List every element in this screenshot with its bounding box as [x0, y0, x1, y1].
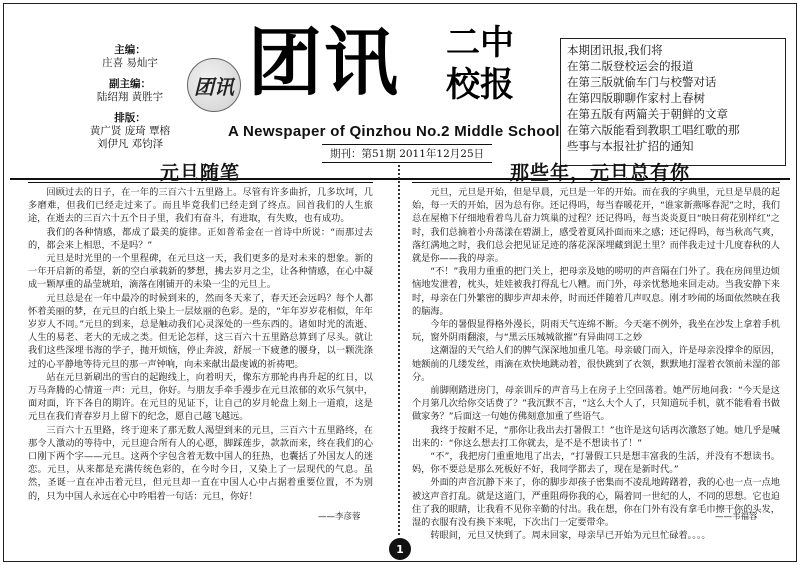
toc-line: 在第五版有两篇关于朝鲜的文章: [567, 107, 728, 121]
vice-editor-label: 副主编：: [109, 78, 151, 90]
layout-names-1: 黄广贤 庞琦 覃榕: [89, 125, 171, 137]
right-title-rule: [412, 182, 780, 183]
paragraph: “不！”我用力重重的把门关上，把母亲及她的唠叨的声音隔在门外了。我在房间里边烦恼地发泄着，枕头，娃娃被我打得乱七八糟。而门外，母亲忧愁地来回走动。当我安静下来时，母亲在门外繁密的脚步声却未停，时而还伴随着几声叹息。刚才吵闹的场面依然映在我的脑海。: [412, 266, 780, 317]
paragraph: 转眼间，元旦又快到了。周末回家，母亲早已开始为元旦忙碌着。。。。: [430, 530, 711, 542]
layout-names-2: 刘伊凡 邓钧泽: [96, 138, 164, 150]
editor-label: 主编：: [114, 44, 146, 56]
paragraph: “不”，我把房门重重地甩了出去，“打暑假工只是想丰富我的生活，并没有不想读书。妈，你不要总是那么死板好不好，我同学都去了，现在是新时代。”: [412, 451, 780, 476]
left-article-signature: ——李彦蓉: [318, 512, 361, 522]
toc-line: 在第六版能看到教职工唱红歌的那: [567, 123, 740, 137]
issue-info: 期刊：第51期 2011年12月25日: [322, 144, 492, 163]
right-article-signature: ——韦福容: [715, 512, 758, 522]
masthead-subtitle-line-1: 二中: [446, 23, 514, 63]
toc-line: 本期团讯报,我们将: [567, 43, 663, 57]
masthead-title: 团讯: [248, 20, 400, 106]
toc-line: 在第四版聊聊作家村上春树: [567, 91, 705, 105]
masthead-subtitle-line-2: 校报: [446, 65, 514, 105]
left-title-rule: [28, 182, 373, 183]
left-article-title: 元旦随笔: [159, 162, 240, 184]
table-of-contents: [560, 38, 786, 166]
paragraph: 元旦是时光里的一个里程碑，在元旦这一天，我们更多的是对未来的想象。新的一年开启新的希望，新的空白承载新的梦想，拂去岁月之尘，让各种情感，在心中凝成一颗厚重的晶莹琥珀，滴落在刚铺开的未染一尘的元旦上。: [28, 253, 373, 291]
newspaper-logo: 团讯: [187, 58, 241, 112]
toc-line: 在第三版就偷车门与校警对话: [567, 75, 717, 89]
paragraph: 元旦总是在一年中最冷的时候到来的，然而冬天来了，春天还会远吗？每个人都怀着美丽的梦，在元旦的白纸上染上一层炫丽的色彩。是的，“年年岁岁花相似，年年岁岁人不同。”元旦的到来，总是触动我们心灵深处的一些东西的。诸如时光的流逝、人生的易老、老大的无成之类。但无论怎样，这三百六十五里路总算到了尽头。就让我们这些深埋书海的学子，抛开烦恼，停止奔波，舒展一下疲惫的腰身，以一颗洗涤过的心平静地等待元旦的那一声钟响，向未来献出最虔诚的祈祷吧。: [28, 292, 373, 370]
paragraph: 元旦，元旦是开始，但是早晨，元旦是一年的开始。而在我的字典里，元旦是早晨的起始，每一天的开始，因为总有你。还记得吗，每当春暖花开，“谁家新燕啄春泥”之时，我们总在屋檐下仔细地看着鸟儿奋力筑巢的过程？还记得吗，每当炎炎夏日“映日荷花别样红”之时，我们总摘着小舟荡漾在碧湖上，感受着夏风扑面而来之感；还记得吗，每当秋高气爽，落红满地之时，我们总会把见证足迹的落花深深埋藏到泥土里？而伴我走过十几度春秋的人就是你——我的母亲。: [412, 187, 780, 265]
left-article-body: [28, 186, 373, 508]
staff-box: [70, 44, 190, 151]
toc-line: 在第二版登校运会的报道: [567, 59, 694, 73]
paragraph: 前脚刚踏进房门，母亲训斥的声音马上在房子上空回荡着。她严厉地问我：“今天是这个月第几次给你交话费了？”我沉默不言，“这么大个人了，只知道玩手机，就不能看看书做做家务？”后面这一句她仿佛刻意加重了些语气。: [412, 385, 780, 423]
paragraph: 这潮湿的天气给人们的脾气深深地加重几笔。母亲破门而入，许是母亲没撑伞的原因，她额前的几缕发丝，雨滴在欢快地跳动着，很快跳到了衣领，默默地打湿着衣领前未湿的部分。: [412, 345, 780, 383]
paragraph: 站在元旦新刷出的雪白的起跑线上，向着明天，像东方那轮冉冉升起的红日，以万马奔腾的心情道一声：元旦，你好。与朋友手牵手漫步在元旦浓郁的欢乐气氛中，面对面，许下各自的期许。在元旦的见证下，让自己的岁月轮盘上刻上一道痕，这是元旦在我们青春岁月上留下的纪念，愿自己越飞越远。: [28, 371, 373, 423]
right-article-title: 那些年，元旦总有你: [509, 162, 690, 184]
paragraph: 三百六十五里路，终于迎来了那无数人渴望到来的元旦，三百六十五里路终，在那令人激动的等待中，元旦迎合所有人的心愿，脚踩莲步，款款而来，终在我们的心口刚下两个字——元旦。这两个字包含着无数中国人的狂热，也囊括了外国友人的迷恋。元旦，从来都是充满传统色彩的，在今时今日，又染上了一层现代的气息。虽然，圣诞一直在冲击着元旦，但元旦却一直在中国人心中占据着重要位置，不为别的，只为中国人永远在心中吟唱着一句话：元旦，你好！: [28, 424, 373, 502]
toc-line: 些事与本报社扩招的通知: [567, 139, 694, 153]
page-number: 1: [389, 538, 411, 560]
column-divider: [398, 165, 400, 535]
layout-label: 排版：: [114, 112, 146, 124]
editor-names: 庄喜 易灿宇: [102, 57, 158, 69]
masthead-subtitle: [425, 22, 535, 106]
paragraph: 外面的声音沉静下来了，你的脚步却孩子密集而不凌乱地踌躇着，我的心也一点一点地被这声音打乱。就是这道门，严重阻碍你我的心，隔着同一世纪的人，不同的思想。它也迫住了我的眼睛，让我看不见你辛勤的付出。我在想，你在门外有没有拿毛巾擦干你的头发，湿的衣服有没有换下来呢，下次出门一定要带伞。: [412, 477, 780, 529]
paragraph: 回顾过去的日子，在一年的三百六十五里路上。尽管有许多曲折，几多坎坷，几多磨难，但我们已经走过来了。而且毕竟我们已经走到了终点。回首我们的人生旅途，在逝去的三百六十五个日子里，我们有奋斗，有进取，有失败，也有成功。: [28, 187, 373, 225]
masthead-english-title: A Newspaper of Qinzhou No.2 Middle School: [228, 123, 560, 140]
paragraph: 我终于按耐不足，“那你让我出去打暑假工！”也许是这句话再次激怒了她。她几乎是喊出来的：“你这么想去打工你就去，是不是不想读书了！”: [412, 424, 780, 449]
paragraph: 今年的暑假显得格外漫长，阴雨天气连绵不断。今天毫不例外，我坐在沙发上拿着手机玩，窗外阴雨翻滚，与“黑云压城城欲摧”有异曲同工之妙: [412, 319, 780, 344]
paragraph: 我们的各种情感，都成了最美的旋律。正如普希金在一首诗中所说：“而那过去的，都会来上相思，不是吗？”: [28, 226, 373, 251]
vice-editor-names: 陆绍翔 黄胜宇: [96, 91, 164, 103]
